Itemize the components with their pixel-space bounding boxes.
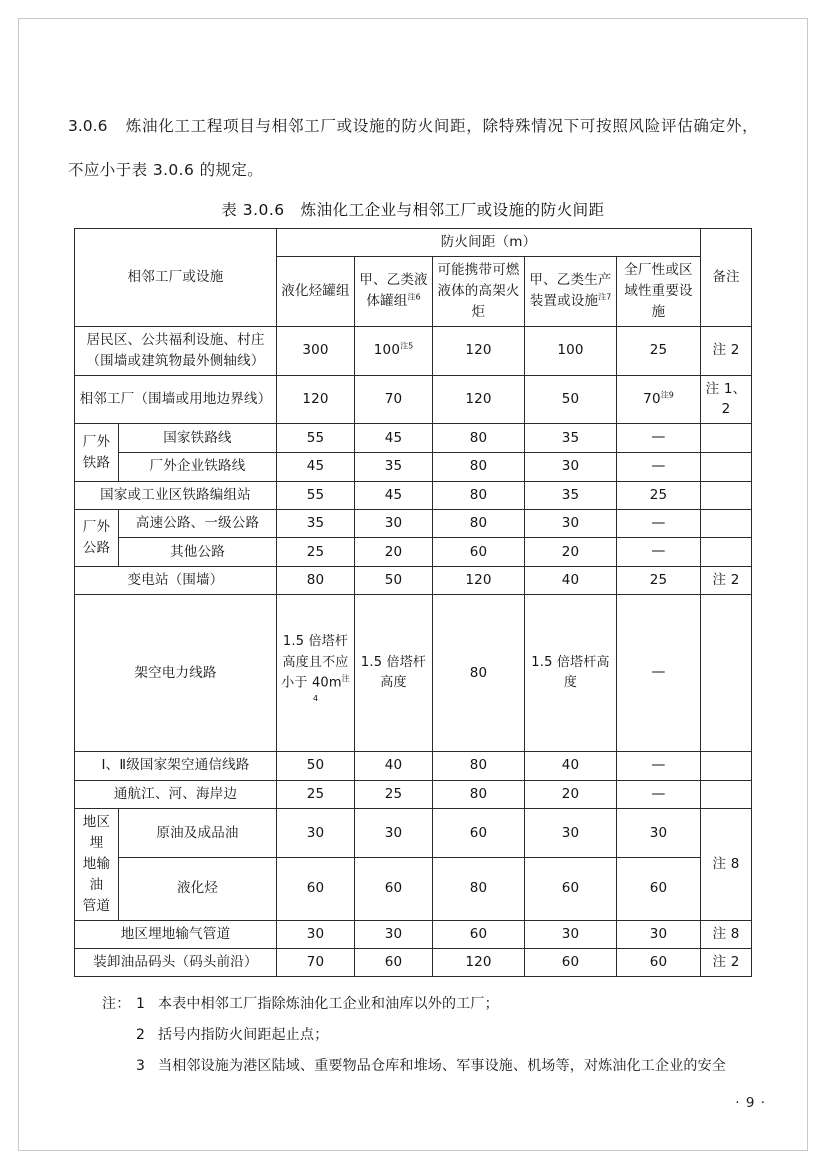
cell-note bbox=[701, 751, 752, 780]
header-col-liquefied-hydrocarbon-tank bbox=[277, 256, 355, 326]
cell-note: 注 8 bbox=[701, 920, 752, 948]
cell-value: 25 bbox=[355, 780, 433, 809]
table-row bbox=[75, 326, 752, 375]
row-label-liquefied-hydrocarbon: 液化烃 bbox=[119, 857, 277, 920]
cell-value: 60 bbox=[355, 948, 433, 976]
cell-value: 35 bbox=[525, 424, 617, 453]
note-text: 当相邻设施为港区陆域、重要物品仓库和堆场、军事设施、机场等，对炼油化工企业的安全 bbox=[158, 1057, 726, 1074]
cell-value: 70 bbox=[355, 375, 433, 424]
row-label-marshalling-yard: 国家或工业区铁路编组站 bbox=[75, 481, 277, 509]
row-group-buried-oil-pipeline: 地区埋 地输油 管道 bbox=[75, 809, 119, 921]
page-content bbox=[68, 104, 758, 1082]
row-group-offsite-highway: 厂外 公路 bbox=[75, 509, 119, 566]
header-col-label: 可能携带可燃液体的高架火炬 bbox=[437, 261, 520, 320]
cell-note: 注 2 bbox=[701, 326, 752, 375]
cell-note bbox=[701, 594, 752, 751]
cell-note: 注 1、2 bbox=[701, 375, 752, 424]
cell-value: 40 bbox=[525, 567, 617, 595]
row-label-line1: 居民区、公共福利设施、村庄 bbox=[86, 331, 265, 348]
cell-value: 120 bbox=[433, 375, 525, 424]
table-body bbox=[75, 326, 752, 976]
header-col-label: 甲、乙类生产装置或设施 bbox=[529, 272, 612, 310]
cell-value: 80 bbox=[433, 780, 525, 809]
cell-value: 30 bbox=[355, 509, 433, 538]
cell-value: — bbox=[617, 509, 701, 538]
clause-number: 3.0.6 bbox=[68, 117, 108, 135]
cell-value: 60 bbox=[277, 857, 355, 920]
cell-value: 30 bbox=[355, 809, 433, 858]
cell-value: 60 bbox=[433, 920, 525, 948]
cell-value: 30 bbox=[525, 809, 617, 858]
cell-value: 120 bbox=[433, 326, 525, 375]
table-row bbox=[75, 481, 752, 509]
header-row-top bbox=[75, 229, 752, 257]
table-row bbox=[75, 780, 752, 809]
header-group-label: 防火间距（m） bbox=[277, 229, 701, 257]
cell-value: — bbox=[617, 751, 701, 780]
row-label-navigable-river: 通航江、河、海岸边 bbox=[75, 780, 277, 809]
header-col-important-facility bbox=[617, 256, 701, 326]
cell-value: 300 bbox=[277, 326, 355, 375]
cell-value: 120 bbox=[277, 375, 355, 424]
row-label-oil-wharf: 装卸油品码头（码头前沿） bbox=[75, 948, 277, 976]
cell-note bbox=[701, 509, 752, 538]
cell-value: 70$^{注9}$ bbox=[617, 375, 701, 424]
cell-value: 45 bbox=[355, 481, 433, 509]
header-col-label: 甲、乙类液体罐组 bbox=[359, 272, 428, 310]
table-row bbox=[75, 751, 752, 780]
cell-note: 注 2 bbox=[701, 948, 752, 976]
row-label-residential bbox=[75, 326, 277, 375]
clause-text: 炼油化工工程项目与相邻工厂或设施的防火间距，除特殊情况下可按照风险评估确定外，不应小于表 3.0.6 的规定。 bbox=[68, 117, 758, 179]
note-index: 2 bbox=[136, 1026, 146, 1043]
table-row bbox=[75, 594, 752, 751]
cell-value: 80 bbox=[433, 481, 525, 509]
cell-value: 20 bbox=[525, 780, 617, 809]
row-label-buried-gas-pipeline: 地区埋地输气管道 bbox=[75, 920, 277, 948]
cell-value: — bbox=[617, 780, 701, 809]
cell-value: 60 bbox=[617, 857, 701, 920]
row-label-national-railway: 国家铁路线 bbox=[119, 424, 277, 453]
table-caption-label: 表 3.0.6 bbox=[221, 201, 285, 219]
cell-value: 120 bbox=[433, 567, 525, 595]
cell-note bbox=[701, 481, 752, 509]
note-item bbox=[102, 989, 758, 1020]
table-row bbox=[75, 920, 752, 948]
cell-value: — bbox=[617, 453, 701, 482]
cell-value: 80 bbox=[433, 751, 525, 780]
clause-paragraph bbox=[68, 104, 758, 192]
cell-value: 120 bbox=[433, 948, 525, 976]
cell-note: 注 8 bbox=[701, 809, 752, 921]
table-row bbox=[75, 809, 752, 858]
cell-value: 100 bbox=[525, 326, 617, 375]
fire-separation-table bbox=[74, 228, 752, 977]
cell-sup: 注5 bbox=[400, 341, 414, 351]
cell-value: 50 bbox=[355, 567, 433, 595]
cell-value: 40 bbox=[525, 751, 617, 780]
cell-value: 35 bbox=[525, 481, 617, 509]
cell-value: 1.5 倍塔杆高度 bbox=[525, 594, 617, 751]
header-col-sup: 注7 bbox=[598, 292, 612, 302]
row-label-expressway: 高速公路、一级公路 bbox=[119, 509, 277, 538]
cell-value: 25 bbox=[617, 326, 701, 375]
header-col-elevated-flare bbox=[433, 256, 525, 326]
cell-value: 60 bbox=[433, 538, 525, 567]
cell-value: 30 bbox=[355, 920, 433, 948]
row-label-overhead-power-line: 架空电力线路 bbox=[75, 594, 277, 751]
cell-value: 60 bbox=[433, 809, 525, 858]
header-col-class-ab-process-unit bbox=[525, 256, 617, 326]
cell-value: — bbox=[617, 594, 701, 751]
cell-value: — bbox=[617, 538, 701, 567]
header-note-col: 备注 bbox=[701, 229, 752, 327]
cell-value: 55 bbox=[277, 481, 355, 509]
cell-value: 30 bbox=[525, 920, 617, 948]
cell-value: 35 bbox=[277, 509, 355, 538]
notes-lead: 注： bbox=[102, 995, 131, 1012]
table-row bbox=[75, 857, 752, 920]
cell-value: 80 bbox=[433, 857, 525, 920]
cell-value: 60 bbox=[525, 948, 617, 976]
cell-value: 60 bbox=[525, 857, 617, 920]
cell-value: 30 bbox=[525, 509, 617, 538]
note-item bbox=[102, 1051, 758, 1082]
cell-note bbox=[701, 424, 752, 453]
row-label-other-road: 其他公路 bbox=[119, 538, 277, 567]
cell-value: 80 bbox=[433, 509, 525, 538]
cell-value: 50 bbox=[525, 375, 617, 424]
row-label-crude-and-product-oil: 原油及成品油 bbox=[119, 809, 277, 858]
cell-value: 30 bbox=[277, 809, 355, 858]
cell-value: 30 bbox=[277, 920, 355, 948]
table-row bbox=[75, 567, 752, 595]
cell-value: 80 bbox=[433, 424, 525, 453]
table-caption bbox=[68, 198, 758, 220]
page-number: · 9 · bbox=[735, 1095, 766, 1111]
row-label-enterprise-railway: 厂外企业铁路线 bbox=[119, 453, 277, 482]
note-text: 括号内指防火间距起止点； bbox=[158, 1026, 329, 1043]
cell-value: 30 bbox=[617, 809, 701, 858]
cell-value: 30 bbox=[617, 920, 701, 948]
cell-value: 25 bbox=[277, 538, 355, 567]
cell-note bbox=[701, 538, 752, 567]
note-index: 1 bbox=[136, 995, 146, 1012]
row-label-line2: （围墙或建筑物最外侧轴线） bbox=[86, 352, 265, 369]
row-label-substation: 变电站（围墙） bbox=[75, 567, 277, 595]
cell-note: 注 2 bbox=[701, 567, 752, 595]
cell-value: 40 bbox=[355, 751, 433, 780]
cell-value: 1.5 倍塔杆高度且不应小于 $40m^{注4}$ bbox=[277, 594, 355, 751]
row-label-adjacent-plant: 相邻工厂（围墙或用地边界线） bbox=[75, 375, 277, 424]
cell-value: 100$^{注5}$ bbox=[355, 326, 433, 375]
cell-value: 70 bbox=[277, 948, 355, 976]
cell-value: 50 bbox=[277, 751, 355, 780]
header-col-sup: 注6 bbox=[407, 292, 421, 302]
cell-value: — bbox=[617, 424, 701, 453]
table-row bbox=[75, 948, 752, 976]
cell-value: 1.5 倍塔杆高度 bbox=[355, 594, 433, 751]
row-group-offsite-railway: 厂外 铁路 bbox=[75, 424, 119, 481]
header-row-label: 相邻工厂或设施 bbox=[75, 229, 277, 327]
note-index: 3 bbox=[136, 1057, 146, 1074]
cell-value: 30 bbox=[525, 453, 617, 482]
table-caption-text: 炼油化工企业与相邻工厂或设施的防火间距 bbox=[300, 201, 605, 219]
cell-value: 25 bbox=[277, 780, 355, 809]
cell-note bbox=[701, 453, 752, 482]
cell-value: 35 bbox=[355, 453, 433, 482]
table-row bbox=[75, 453, 752, 482]
cell-value: 20 bbox=[525, 538, 617, 567]
note-text: 本表中相邻工厂指除炼油化工企业和油库以外的工厂； bbox=[158, 995, 499, 1012]
table-row bbox=[75, 375, 752, 424]
cell-value: 20 bbox=[355, 538, 433, 567]
table-head bbox=[75, 229, 752, 327]
table-row bbox=[75, 538, 752, 567]
cell-value: 45 bbox=[355, 424, 433, 453]
cell-sup: 注9 bbox=[660, 390, 674, 400]
table-row bbox=[75, 509, 752, 538]
note-item bbox=[102, 1020, 758, 1051]
cell-sup: 注4 bbox=[312, 673, 350, 704]
table-notes bbox=[102, 989, 758, 1082]
table-row bbox=[75, 424, 752, 453]
cell-value: 25 bbox=[617, 567, 701, 595]
row-label-telecom-line: Ⅰ、Ⅱ级国家架空通信线路 bbox=[75, 751, 277, 780]
cell-value: 80 bbox=[277, 567, 355, 595]
cell-value: 25 bbox=[617, 481, 701, 509]
cell-value: 80 bbox=[433, 594, 525, 751]
cell-value: 80 bbox=[433, 453, 525, 482]
header-col-label: 液化烃罐组 bbox=[281, 282, 350, 299]
cell-value: 60 bbox=[617, 948, 701, 976]
cell-note bbox=[701, 780, 752, 809]
cell-value: 60 bbox=[355, 857, 433, 920]
cell-value: 45 bbox=[277, 453, 355, 482]
header-col-class-ab-liquid-tank bbox=[355, 256, 433, 326]
cell-value: 55 bbox=[277, 424, 355, 453]
header-col-label: 全厂性或区域性重要设施 bbox=[624, 261, 693, 320]
